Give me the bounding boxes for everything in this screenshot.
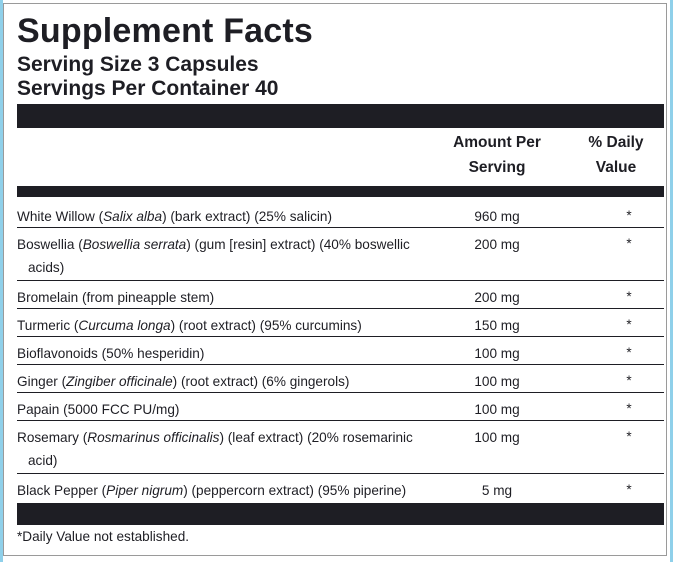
- ingredient-daily-value: *: [626, 373, 632, 388]
- top-divider-bar: [17, 104, 664, 128]
- ingredient-daily-value: *: [626, 289, 632, 304]
- ingredient-amount: 200 mg: [474, 237, 520, 252]
- ingredient-daily-value: *: [626, 317, 632, 332]
- header-divider-bar: [17, 186, 664, 197]
- ingredient-name: Bioflavonoids (50% hesperidin): [17, 346, 205, 361]
- amount-header-line1: Amount Per: [453, 134, 541, 151]
- servings-per-container: Servings Per Container 40: [17, 77, 279, 100]
- ingredient-row-bioflavonoids: [17, 337, 664, 365]
- ingredient-daily-value: *: [626, 345, 632, 360]
- ingredient-name: White Willow (Salix alba) (bark extract) (25% salicin): [17, 209, 333, 224]
- amount-per-serving-header: [453, 130, 541, 180]
- ingredient-row-boswellia: [17, 228, 664, 281]
- ingredient-daily-value: *: [626, 482, 632, 497]
- ingredient-row-ginger: [17, 365, 664, 393]
- ingredient-amount: 100 mg: [474, 402, 520, 417]
- bottom-divider-bar: [17, 503, 664, 525]
- ingredient-name: Ginger (Zingiber officinale) (root extract) (6% gingerols): [17, 374, 350, 389]
- daily-value-header: [584, 130, 648, 180]
- ingredient-daily-value: *: [626, 401, 632, 416]
- ingredient-name: Papain (5000 FCC PU/mg): [17, 402, 180, 417]
- ingredient-amount: 100 mg: [474, 430, 520, 445]
- ingredient-daily-value: *: [626, 236, 632, 251]
- ingredient-name: Rosemary (Rosmarinus officinalis) (leaf extract) (20% rosemarinic acid): [17, 430, 413, 468]
- serving-size: Serving Size 3 Capsules: [17, 53, 259, 76]
- ingredient-row-turmeric: [17, 309, 664, 337]
- ingredient-row-rosemary: [17, 421, 664, 474]
- ingredient-row-papain: [17, 393, 664, 421]
- ingredient-amount: 960 mg: [474, 209, 520, 224]
- ingredient-name: Turmeric (Curcuma longa) (root extract) (95% curcumins): [17, 318, 362, 333]
- ingredient-row-white-willow: [17, 200, 664, 228]
- ingredient-name: Black Pepper (Piper nigrum) (peppercorn extract) (95% piperine): [17, 483, 407, 498]
- footnote: *Daily Value not established.: [17, 529, 190, 544]
- ingredient-amount: 5 mg: [481, 483, 513, 498]
- ingredient-row-bromelain: [17, 281, 664, 309]
- daily-header-line1: % Daily: [588, 134, 644, 151]
- daily-header-line2: Value: [595, 159, 637, 176]
- ingredient-name: Bromelain (from pineapple stem): [17, 290, 215, 305]
- amount-header-line2: Serving: [468, 159, 526, 176]
- supplement-facts-panel: [3, 3, 667, 556]
- ingredient-amount: 100 mg: [474, 374, 520, 389]
- ingredient-list: [17, 200, 664, 504]
- ingredient-name: Boswellia (Boswellia serrata) (gum [resin] extract) (40% boswellic acids): [17, 237, 410, 275]
- ingredient-amount: 100 mg: [474, 346, 520, 361]
- ingredient-daily-value: *: [626, 429, 632, 444]
- panel-title: Supplement Facts: [17, 12, 314, 50]
- ingredient-daily-value: *: [626, 208, 632, 223]
- ingredient-amount: 150 mg: [474, 318, 520, 333]
- ingredient-amount: 200 mg: [474, 290, 520, 305]
- ingredient-row-black-pepper: [17, 474, 664, 504]
